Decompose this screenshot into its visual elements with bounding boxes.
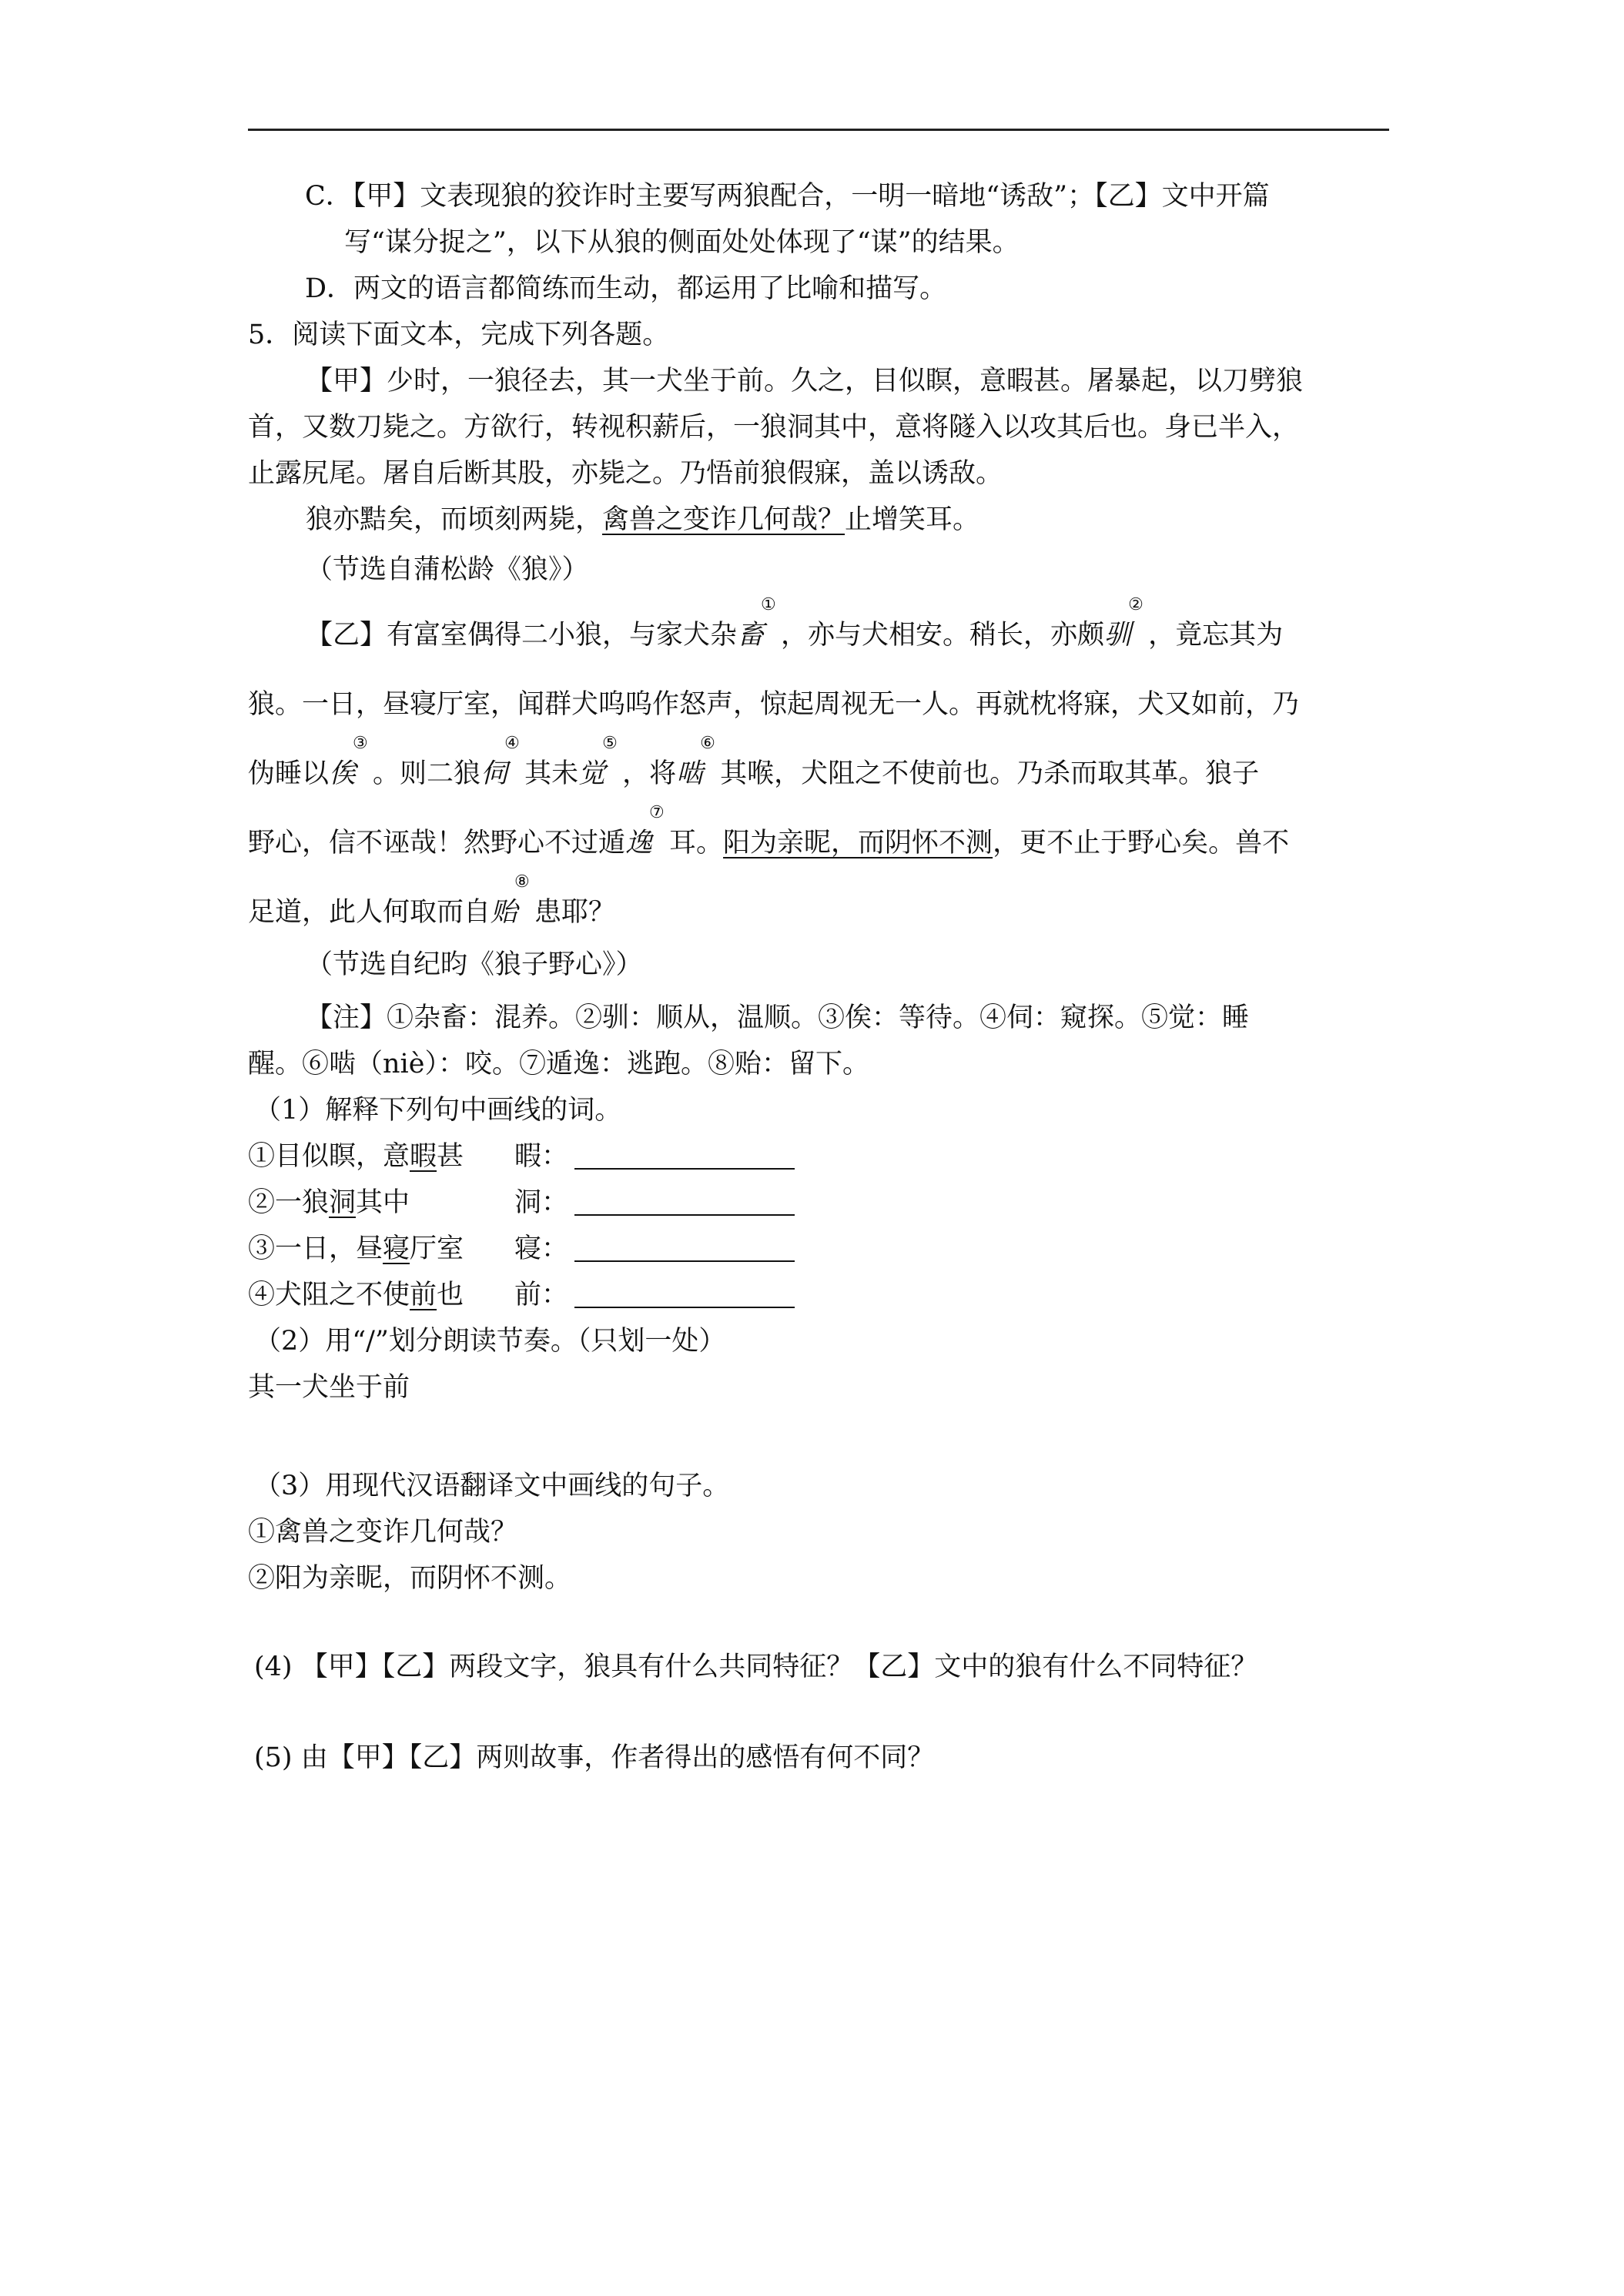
annotated-word: [676, 734, 715, 793]
text-span: 伪睡以: [248, 758, 330, 789]
underlined-sentence-1: 禽兽之变诈几何哉？: [602, 504, 845, 535]
text-span: 其中: [356, 1187, 410, 1218]
text-span: 野心，信不诬哉！然野心不过遁: [248, 828, 626, 858]
sub1-answer-3: [514, 1230, 795, 1268]
underlined-sentence-2: 阳为亲昵，而阴怀不测: [723, 828, 993, 858]
text-span: ，亦与犬相安。稍长，亦颇: [781, 620, 1105, 651]
question-title: 5．阅读下面文本，完成下列各题。: [248, 320, 670, 350]
text-span: 其喉，犬阻之不使前也。乃杀而取其革。狼子: [720, 758, 1260, 789]
passage-jia-line2: 首，又数刀毙之。方欲行，转视积薪后，一狼洞其中，意将隧入以攻其后也。身已半入，: [248, 412, 1300, 443]
annotated-word-text: 逸: [625, 828, 653, 858]
note-marker: ⑤: [602, 734, 618, 753]
text-span: ③一日，昼: [248, 1233, 383, 1264]
annotated-word: [625, 803, 665, 862]
option-c-line1: C．【甲】文表现狼的狡诈时主要写两狼配合，一明一暗地“诱敌”；【乙】文中开篇: [305, 181, 1270, 212]
sub1-item-2: [248, 1183, 410, 1222]
notes-line1: 【注】①杂畜：混养。②驯：顺从，温顺。③俟：等待。④伺：窥探。⑤觉：睡: [306, 1002, 1250, 1033]
passage-jia-line1: 【甲】少时，一狼径去，其一犬坐于前。久之，目似瞑，意暇甚。屠暴起，以刀劈狼: [306, 366, 1304, 397]
sub2-sentence: 其一犬坐于前: [248, 1372, 410, 1403]
header-rule: [248, 129, 1389, 131]
sub4-title: (4) 【甲】【乙】两段文字，狼具有什么共同特征？【乙】文中的狼有什么不同特征？: [254, 1652, 1258, 1682]
annotated-word-text: 觉: [578, 758, 606, 789]
annotated-word-text: 俟: [329, 758, 357, 789]
annotated-word-text: 啮: [676, 758, 704, 789]
option-c-line2: 写“谋分捉之”，以下从狼的侧面处处体现了“谋”的结果。: [344, 227, 1020, 258]
note-marker: ⑧: [514, 872, 530, 892]
text-span: 止增笑耳。: [845, 504, 980, 535]
text-span: 患耶？: [534, 897, 616, 928]
option-d-line: D．两文的语言都简练而生动，都运用了比喻和描写。: [305, 273, 947, 304]
passage-jia-source: （节选自蒲松龄《狼》）: [306, 554, 589, 585]
text-span: ④犬阻之不使: [248, 1280, 410, 1310]
answer-blank[interactable]: [574, 1279, 795, 1308]
target-word: 前: [410, 1280, 437, 1310]
text-span: 厅室: [410, 1233, 464, 1264]
sub1-answer-2: [514, 1183, 795, 1222]
note-marker: ③: [353, 734, 368, 753]
annotated-word-text: 贻: [491, 897, 518, 928]
annotated-word: [737, 595, 776, 654]
sub1-title: （1）解释下列句中画线的词。: [254, 1095, 622, 1126]
annotated-word: [491, 872, 530, 932]
text-span: ，将: [622, 758, 677, 789]
annotated-word-text: 伺: [481, 758, 508, 789]
answer-blank[interactable]: [574, 1140, 795, 1170]
annotated-word: [329, 734, 368, 793]
text-span: 狼亦黠矣，而顷刻两毙，: [306, 504, 603, 535]
answer-label: 暇：: [514, 1141, 569, 1172]
text-span: 甚: [437, 1141, 464, 1172]
text-span: ，更不止于野心矣。兽不: [993, 828, 1290, 858]
sub3-item-2: ②阳为亲昵，而阴怀不测。: [248, 1563, 572, 1594]
annotated-word: [481, 734, 520, 793]
passage-yi-line1: [306, 595, 1284, 654]
text-span: 其未: [524, 758, 579, 789]
answer-label: 前：: [514, 1280, 569, 1310]
note-marker: ④: [504, 734, 520, 753]
sub1-item-3: [248, 1230, 464, 1268]
passage-jia-line3: 止露尻尾。屠自后断其股，亦毙之。乃悟前狼假寐，盖以诱敌。: [248, 458, 1003, 489]
target-word: 洞: [329, 1187, 357, 1218]
passage-yi-line3: [248, 734, 1260, 793]
answer-blank[interactable]: [574, 1233, 795, 1262]
annotated-word-text: 畜: [737, 620, 765, 651]
text-span: 足道，此人何取而自: [248, 897, 491, 928]
sub3-title: （3）用现代汉语翻译文中画线的句子。: [254, 1471, 730, 1501]
text-span: ，竟忘其为: [1148, 620, 1284, 651]
text-span: 【乙】有富室偶得二小狼，与家犬杂: [306, 620, 738, 651]
passage-yi-line5: [248, 872, 616, 932]
annotated-word: [578, 734, 618, 793]
text-span: 也: [437, 1280, 464, 1310]
notes-line2: 醒。⑥啮（niè）：咬。⑦遁逸：逃跑。⑧贻：留下。: [248, 1049, 869, 1079]
passage-yi-line2: 狼。一日，昼寝厅室，闻群犬呜呜作怒声，惊起周视无一人。再就枕将寐，犬又如前，乃: [248, 689, 1300, 720]
sub1-item-1: [248, 1137, 464, 1176]
text-span: 。则二狼: [373, 758, 481, 789]
sub1-item-4: [248, 1276, 464, 1314]
note-marker: ⑥: [700, 734, 715, 753]
sub1-answer-1: [514, 1137, 795, 1176]
passage-yi-source: （节选自纪昀《狼子野心》）: [306, 949, 643, 980]
sub5-title: (5) 由【甲】【乙】两则故事，作者得出的感悟有何不同？: [254, 1742, 935, 1773]
passage-jia-line4: [306, 500, 979, 539]
answer-blank[interactable]: [574, 1186, 795, 1216]
note-marker: ⑦: [649, 803, 665, 822]
annotated-word: [1104, 595, 1143, 654]
sub3-item-1: ①禽兽之变诈几何哉？: [248, 1517, 518, 1548]
text-span: 耳。: [669, 828, 724, 858]
answer-label: 洞：: [514, 1187, 569, 1218]
answer-label: 寝：: [514, 1233, 569, 1264]
annotated-word-text: 驯: [1104, 620, 1132, 651]
text-span: ①目似瞑，意: [248, 1141, 410, 1172]
target-word: 寝: [383, 1233, 410, 1264]
sub1-answer-4: [514, 1276, 795, 1314]
text-span: ②一狼: [248, 1187, 330, 1218]
passage-yi-line4: [248, 803, 1290, 862]
sub2-title: （2）用“/”划分朗读节奏。（只划一处）: [254, 1326, 726, 1357]
note-marker: ②: [1128, 595, 1143, 614]
note-marker: ①: [761, 595, 776, 614]
target-word: 暇: [410, 1141, 437, 1172]
